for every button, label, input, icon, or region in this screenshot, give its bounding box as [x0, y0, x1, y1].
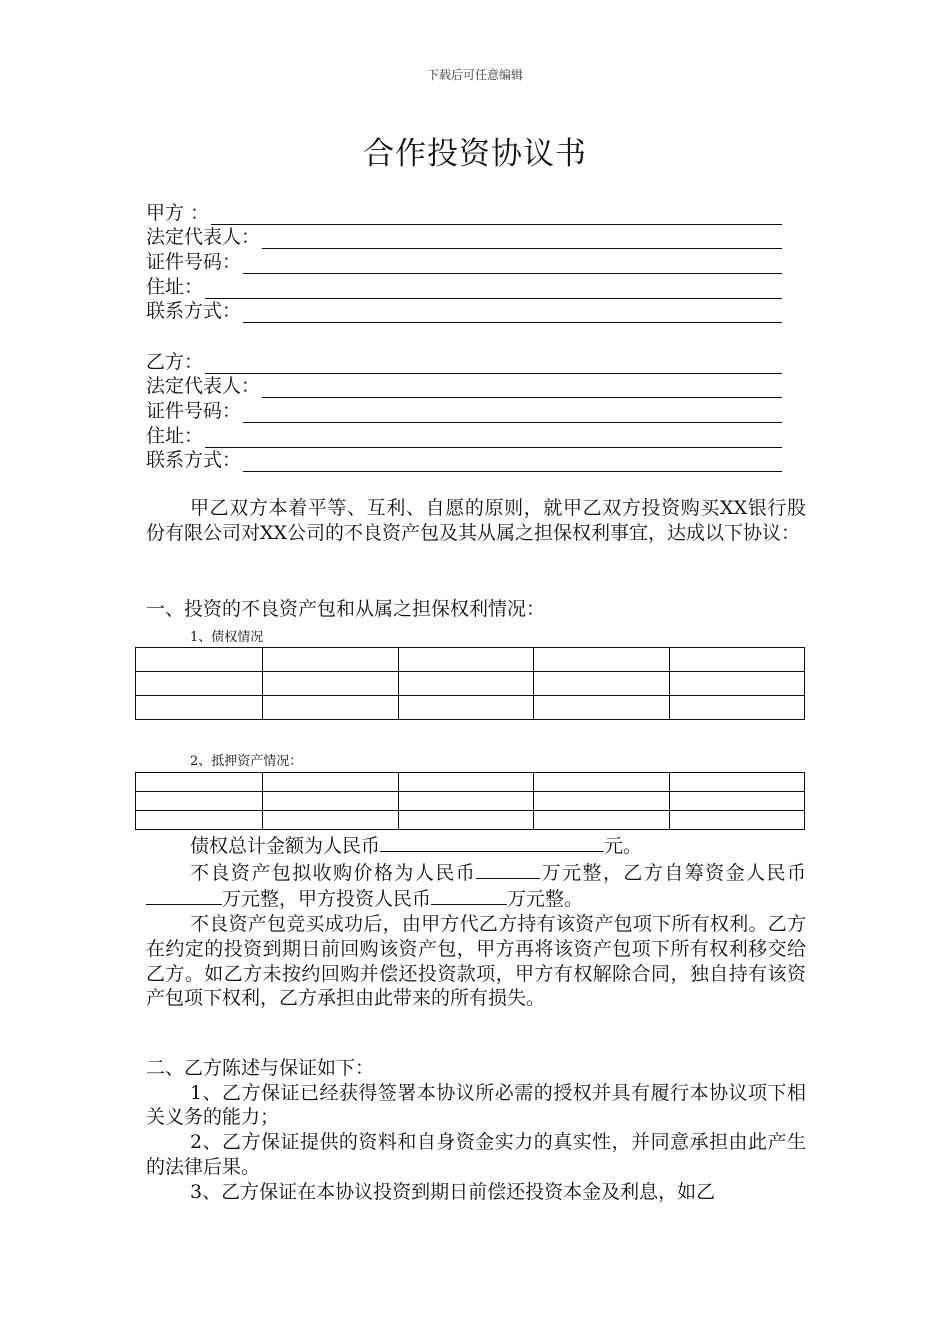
table-cell[interactable]	[262, 773, 398, 792]
intro-paragraph	[146, 496, 806, 545]
table-cell[interactable]	[136, 792, 263, 811]
blank-line[interactable]	[211, 204, 782, 225]
table-cell[interactable]	[398, 773, 534, 792]
table-cell[interactable]	[534, 773, 670, 792]
list-item: 2、乙方保证提供的资料和自身资金实力的真实性，并同意承担由此产生的法律后果。	[146, 1131, 806, 1178]
section-heading: 一、投资的不良资产包和从属之担保权利情况：	[146, 598, 546, 620]
table-cell[interactable]	[534, 648, 670, 672]
collateral-table	[135, 772, 805, 830]
terms-block	[146, 832, 806, 1011]
claims-label: 1、债权情况	[190, 630, 264, 645]
table-cell[interactable]	[534, 792, 670, 811]
intro-text: 甲乙双方本着平等、互利、自愿的原则，就甲乙双方投资购买XX银行股份有限公司对XX公司的不良资产包及其从属之担保权利事宜，达成以下协议：	[146, 497, 806, 544]
party-b-address-row	[146, 423, 782, 448]
table-cell[interactable]	[398, 672, 534, 696]
field-label: 住址：	[146, 275, 204, 298]
self-fund-blank[interactable]	[146, 885, 222, 905]
table-cell[interactable]	[136, 672, 263, 696]
blank-line[interactable]	[243, 451, 782, 472]
table-cell[interactable]	[534, 696, 670, 720]
price-text-3: 万元整，甲方投资人民币	[222, 888, 432, 911]
amount-blank[interactable]	[380, 832, 604, 852]
table-cell[interactable]	[398, 648, 534, 672]
blank-line[interactable]	[243, 402, 782, 423]
table-row	[136, 792, 805, 811]
collateral-label: 2、抵押资产情况：	[190, 754, 303, 769]
section-1-heading	[146, 597, 806, 622]
party-a-rep-row	[146, 225, 782, 250]
price-text-1: 不良资产包拟收购价格为人民币	[190, 861, 477, 884]
party-b-block	[146, 349, 782, 472]
table-cell[interactable]	[670, 792, 805, 811]
table-cell[interactable]	[670, 648, 805, 672]
table-cell[interactable]	[398, 792, 534, 811]
table-cell[interactable]	[398, 811, 534, 830]
party-b-id-row	[146, 398, 782, 423]
field-label: 法定代表人：	[146, 226, 261, 249]
field-label: 联系方式：	[146, 449, 242, 472]
party-b-contact-row	[146, 448, 782, 473]
table-row	[136, 648, 805, 672]
table-cell[interactable]	[262, 792, 398, 811]
table-cell[interactable]	[534, 672, 670, 696]
price-blank[interactable]	[476, 859, 540, 879]
table-cell[interactable]	[670, 811, 805, 830]
field-label: 联系方式：	[146, 300, 242, 323]
table-cell[interactable]	[136, 648, 263, 672]
investment-blank[interactable]	[431, 885, 507, 905]
price-text-4: 万元整。	[507, 888, 584, 911]
total-amount-line	[146, 832, 806, 859]
list-item: 1、乙方保证已经获得签署本协议所必需的授权并具有履行本协议项下相关义务的能力；	[146, 1081, 806, 1129]
field-label: 证件号码：	[146, 251, 242, 274]
blank-line[interactable]	[262, 377, 782, 398]
blank-line[interactable]	[243, 253, 782, 274]
table-row	[136, 696, 805, 720]
table-cell[interactable]	[262, 696, 398, 720]
buyback-paragraph: 不良资产包竞买成功后，由甲方代乙方持有该资产包项下所有权利。乙方在约定的投资到期日前回购该资产包，甲方再将该资产包项下所有权利移交给乙方。如乙方未按约回购并偿还投资款项，甲方有权解除合同，独自持有该资产包项下权利，乙方承担由此带来的所有损失。	[146, 913, 806, 1010]
party-a-contact-row	[146, 299, 782, 324]
blank-line[interactable]	[205, 278, 782, 299]
party-a-address-row	[146, 274, 782, 299]
price-text-2: 万元整，乙方自筹资金人民币	[540, 861, 806, 884]
list-item: 3、乙方保证在本协议投资到期日前偿还投资本金及利息，如乙	[190, 1180, 716, 1203]
blank-line[interactable]	[205, 427, 782, 448]
party-a-name-row	[146, 200, 782, 225]
table-row	[136, 811, 805, 830]
table-cell[interactable]	[534, 811, 670, 830]
table-row	[136, 672, 805, 696]
blank-line[interactable]	[262, 228, 782, 249]
blank-line[interactable]	[243, 302, 782, 323]
field-label: 乙方：	[146, 350, 204, 373]
field-label: 证件号码：	[146, 400, 242, 423]
party-b-name-row	[146, 349, 782, 374]
document-title: 合作投资协议书	[363, 136, 587, 172]
blank-line[interactable]	[205, 353, 782, 374]
party-a-id-row	[146, 249, 782, 274]
table-cell[interactable]	[262, 648, 398, 672]
header-note: 下载后可任意编辑	[426, 68, 523, 82]
table-cell[interactable]	[136, 811, 263, 830]
party-b-rep-row	[146, 374, 782, 399]
party-a-block	[146, 200, 782, 323]
claims-table	[135, 647, 805, 720]
table-cell[interactable]	[262, 672, 398, 696]
table-cell[interactable]	[136, 696, 263, 720]
field-label: 法定代表人：	[146, 375, 261, 398]
table-row	[136, 773, 805, 792]
amount-suffix: 元。	[604, 835, 643, 857]
amount-prefix: 债权总计金额为人民币	[190, 835, 381, 857]
table-cell[interactable]	[398, 696, 534, 720]
table-cell[interactable]	[670, 672, 805, 696]
table-cell[interactable]	[136, 773, 263, 792]
table-cell[interactable]	[670, 773, 805, 792]
table-cell[interactable]	[262, 811, 398, 830]
field-label: 甲方 ：	[146, 201, 210, 224]
section-2	[146, 1056, 806, 1204]
field-label: 住址：	[146, 424, 204, 447]
section-heading: 二、乙方陈述与保证如下：	[146, 1057, 375, 1079]
table-cell[interactable]	[670, 696, 805, 720]
price-line	[146, 859, 806, 912]
